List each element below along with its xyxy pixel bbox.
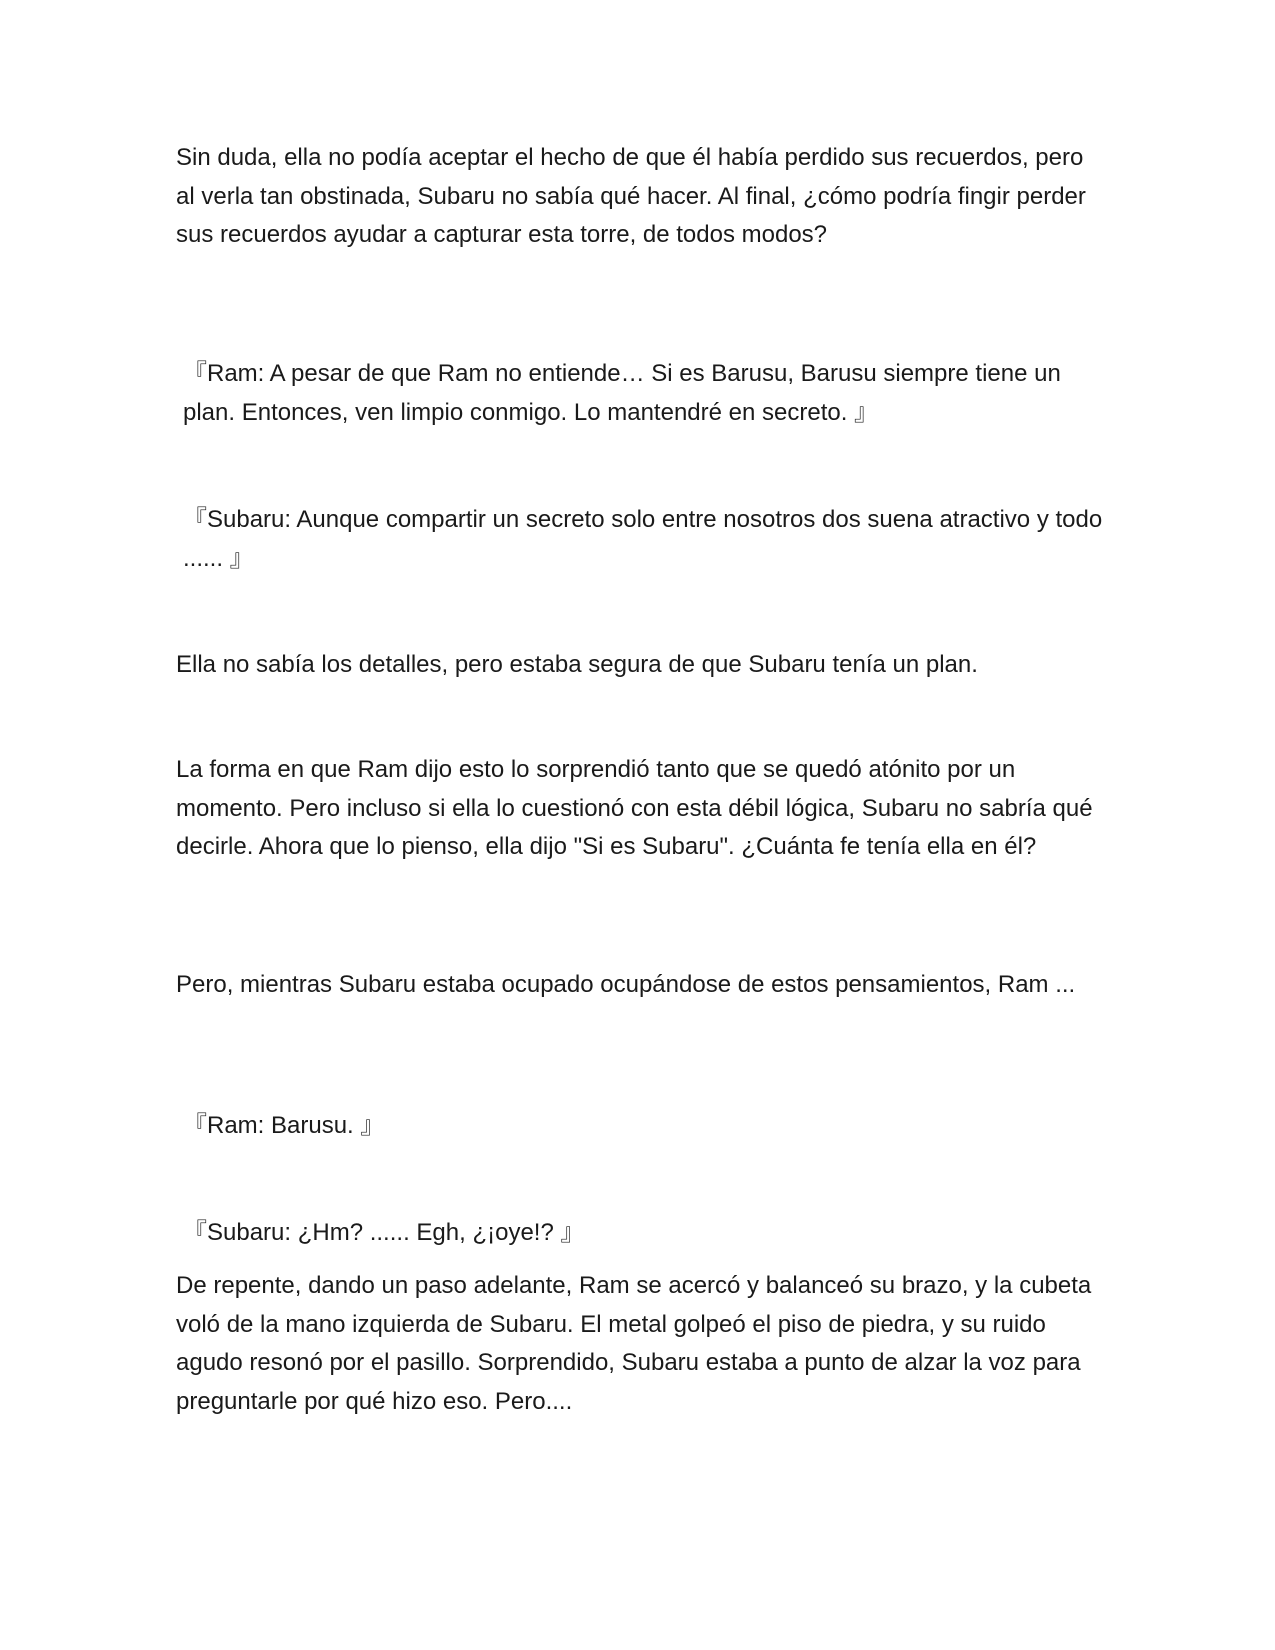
paragraph-dialogue-ram: 『Ram: A pesar de que Ram no entiende… Si es Barusu, Barusu siempre tiene un plan. Entonces, ven limpio conmigo. Lo mantendré en secreto. 』: [183, 360, 1061, 426]
paragraph-narration: Pero, mientras Subaru estaba ocupado ocupándose de estos pensamientos, Ram ...: [176, 971, 1076, 998]
paragraph-narration: La forma en que Ram dijo esto lo sorprendió tanto que se quedó atónito por un momento. Pero incluso si ella lo cuestionó con esta débil lógica, Subaru no sabría qué decirle. Ahora que lo pienso, ella dijo "Si es Subaru". ¿Cuánta fe tenía ella en él?: [176, 756, 1093, 860]
paragraph-dialogue-subaru: 『Subaru: ¿Hm? ...... Egh, ¿¡oye!? 』: [183, 1219, 585, 1246]
paragraph-narration: Sin duda, ella no podía aceptar el hecho de que él había perdido sus recuerdos, pero al verla tan obstinada, Subaru no sabía qué hacer. Al final, ¿cómo podría fingir perder sus recuerdos ayudar a capturar esta torre, de todos modos?: [176, 144, 1086, 248]
paragraph-narration: Ella no sabía los detalles, pero estaba segura de que Subaru tenía un plan.: [176, 651, 978, 678]
paragraph-dialogue-subaru: 『Subaru: Aunque compartir un secreto solo entre nosotros dos suena atractivo y todo ...... 』: [183, 506, 1103, 572]
paragraph-dialogue-ram: 『Ram: Barusu. 』: [183, 1112, 385, 1139]
paragraph-narration: De repente, dando un paso adelante, Ram se acercó y balanceó su brazo, y la cubeta voló de la mano izquierda de Subaru. El metal golpeó el piso de piedra, y su ruido agudo resonó por el pasillo. Sorprendido, Subaru estaba a punto de alzar la voz para preguntarle por qué hizo eso. Pero....: [176, 1272, 1092, 1415]
